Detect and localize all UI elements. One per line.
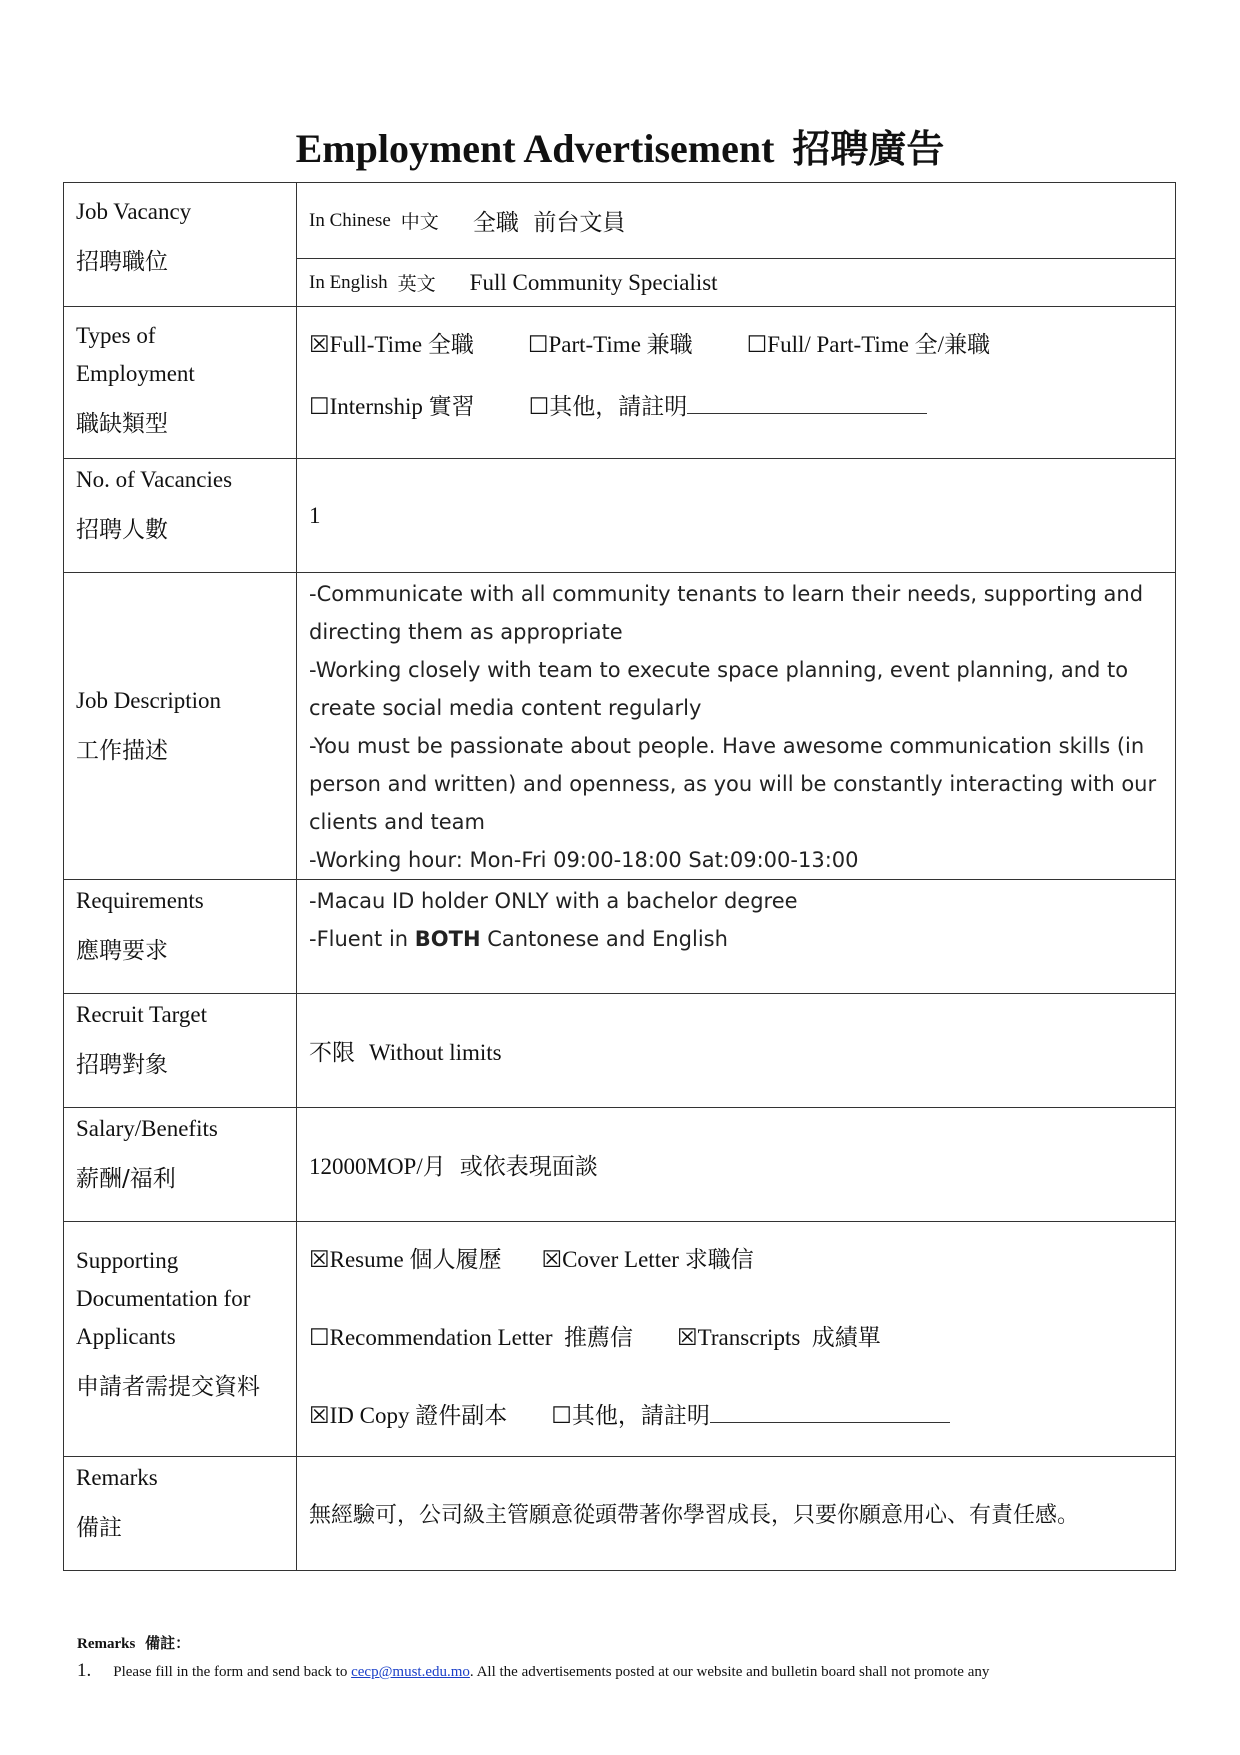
job-description-line: -Communicate with all community tenants to learn their needs, supporting and <box>309 582 1144 606</box>
checkbox-resume[interactable]: ☒Resume 個人履歷 <box>309 1247 502 1272</box>
requirements-label-zh: 應聘要求 <box>76 938 168 964</box>
documents-line-1 <box>297 1222 1175 1300</box>
row-requirements <box>64 880 1176 994</box>
footer-remark-pre: Please fill in the form and send back to <box>113 1664 352 1680</box>
job-description-label-cell <box>64 573 297 880</box>
job-vacancy-label-zh: 招聘職位 <box>76 249 168 275</box>
checkbox-part-time[interactable]: ☐Part-Time 兼職 <box>527 332 693 357</box>
title-zh: 招聘廣告 <box>792 127 945 171</box>
recruit-target-en: Without limits <box>369 1040 502 1065</box>
english-tag: In English <box>309 271 388 293</box>
chinese-tag: In Chinese <box>309 209 391 231</box>
job-description-line: person and written) and openness, as you will be constantly interacting with our <box>309 772 1157 796</box>
employment-type-label-en1: Types of <box>76 323 156 348</box>
row-documents <box>64 1222 1176 1457</box>
salary-value-cell <box>297 1108 1176 1222</box>
checkbox-internship[interactable]: ☐Internship 實習 <box>309 394 475 419</box>
checkbox-cover-letter[interactable]: ☒Cover Letter 求職信 <box>541 1247 754 1272</box>
row-job-vacancy <box>64 183 1176 307</box>
recruit-target-value-cell <box>297 994 1176 1108</box>
requirement-line-2-post: Cantonese and English <box>480 927 728 951</box>
documents-line-3 <box>297 1378 1175 1456</box>
vacancies-value-cell <box>297 459 1176 573</box>
checkbox-full-time[interactable]: ☒Full-Time 全職 <box>309 332 474 357</box>
requirement-line-2 <box>309 920 1163 958</box>
row-salary <box>64 1108 1176 1222</box>
remarks-label-en: Remarks <box>76 1465 158 1490</box>
job-description-line: create social media content regularly <box>309 696 702 720</box>
recruit-target-label-cell <box>64 994 297 1108</box>
employment-type-options-cell <box>297 307 1176 459</box>
job-description-line: -Working hour: Mon-Fri 09:00-18:00 Sat:09:00-13:00 <box>309 848 859 872</box>
recruit-target-label-zh: 招聘對象 <box>76 1052 168 1078</box>
job-title-chinese: 全職 前台文員 <box>472 210 626 236</box>
requirements-label-en: Requirements <box>76 888 204 913</box>
documents-label-en3: Applicants <box>76 1324 176 1349</box>
checkbox-id-copy[interactable]: ☒ID Copy 證件副本 <box>309 1403 508 1428</box>
documents-line-2 <box>297 1300 1175 1378</box>
salary-note: 或依表現面談 <box>459 1154 598 1180</box>
requirements-text <box>297 880 1175 958</box>
remarks-label-zh: 備註 <box>76 1515 122 1541</box>
row-employment-type <box>64 307 1176 459</box>
documents-label-en1: Supporting <box>76 1248 179 1273</box>
job-description-value-cell <box>297 573 1176 880</box>
vacancies-label-en: No. of Vacancies <box>76 467 233 492</box>
requirements-value-cell <box>297 880 1176 994</box>
footer-remarks-en: Remarks <box>77 1636 136 1652</box>
requirement-line-2-pre: -Fluent in <box>309 927 415 951</box>
footer-remark-1 <box>77 1660 1137 1682</box>
salary-label-cell <box>64 1108 297 1222</box>
job-description-line: -You must be passionate about people. Have awesome communication skills (in <box>309 734 1145 758</box>
title-en: Employment Advertisement <box>295 126 775 171</box>
recruit-target-value <box>297 1034 1175 1067</box>
remarks-label-cell <box>64 1457 297 1571</box>
vacancies-label-zh: 招聘人數 <box>76 517 168 543</box>
advertisement-form <box>63 182 1176 1571</box>
remarks-value-cell <box>297 1457 1176 1571</box>
job-description-label-zh: 工作描述 <box>76 738 168 764</box>
chinese-tag-zh: 中文 <box>400 211 439 233</box>
row-recruit-target <box>64 994 1176 1108</box>
documents-label-zh: 申請者需提交資料 <box>76 1374 260 1400</box>
footer-remarks-zh: 備註： <box>145 1634 191 1652</box>
other-specify-line[interactable] <box>687 393 927 414</box>
requirement-line-2-bold: BOTH <box>414 927 481 951</box>
documents-options-cell <box>297 1222 1176 1457</box>
job-description-line: clients and team <box>309 810 485 834</box>
vacancies-value: 1 <box>309 502 321 528</box>
row-vacancies <box>64 459 1176 573</box>
job-description-text <box>297 573 1175 879</box>
job-vacancy-english-row <box>297 258 1175 306</box>
remarks-value: 無經驗可，公司級主管願意從頭帶著你學習成長，只要你願意用心、有責任感。 <box>309 1503 1080 1528</box>
requirement-line-1: -Macau ID holder ONLY with a bachelor degree <box>309 889 798 913</box>
salary-label-en: Salary/Benefits <box>76 1116 218 1141</box>
salary-value <box>297 1148 1175 1181</box>
checkbox-transcripts[interactable]: ☒Transcripts 成績單 <box>677 1325 881 1350</box>
job-description-line: directing them as appropriate <box>309 620 623 644</box>
checkbox-full-part-time[interactable]: ☐Full/ Part-Time 全/兼職 <box>746 332 991 357</box>
employment-type-line-1 <box>297 307 1175 385</box>
checkbox-other[interactable]: ☐其他，請註明 <box>528 394 688 419</box>
job-description-line: -Working closely with team to execute space planning, event planning, and to <box>309 658 1129 682</box>
row-job-description <box>64 573 1176 880</box>
vacancies-label-cell <box>64 459 297 573</box>
english-tag-zh: 英文 <box>397 273 436 295</box>
footer-remark-number: 1. <box>77 1660 92 1681</box>
requirements-label-cell <box>64 880 297 994</box>
documents-other-specify-line[interactable] <box>710 1402 950 1423</box>
checkbox-recommendation-letter[interactable]: ☐Recommendation Letter 推薦信 <box>309 1325 634 1350</box>
page-title <box>0 118 1240 173</box>
employment-type-label-zh: 職缺類型 <box>76 411 168 437</box>
contact-email-link[interactable]: cecp@must.edu.mo <box>351 1664 470 1680</box>
checkbox-documents-other[interactable]: ☐其他，請註明 <box>551 1403 710 1428</box>
job-description-label-en: Job Description <box>76 688 222 713</box>
footer-remarks-heading <box>77 1632 190 1653</box>
documents-label-cell <box>64 1222 297 1457</box>
salary-amount: 12000MOP/月 <box>309 1154 446 1179</box>
employment-type-label-en2: Employment <box>76 361 195 386</box>
job-vacancy-chinese-row <box>297 183 1175 258</box>
employment-type-line-2 <box>297 385 1175 432</box>
documents-label-en2: Documentation for <box>76 1286 251 1311</box>
recruit-target-label-en: Recruit Target <box>76 1002 208 1027</box>
job-vacancy-value-cell <box>297 183 1176 307</box>
job-title-english: Full Community Specialist <box>469 269 718 295</box>
job-vacancy-label-en: Job Vacancy <box>76 199 192 224</box>
recruit-target-zh: 不限 <box>309 1040 355 1066</box>
row-remarks <box>64 1457 1176 1571</box>
footer-remark-post: . All the advertisements posted at our website and bulletin board shall not promote any <box>469 1664 990 1680</box>
salary-label-zh: 薪酬/福利 <box>76 1166 176 1192</box>
employment-type-label-cell <box>64 307 297 459</box>
job-vacancy-label-cell <box>64 183 297 307</box>
